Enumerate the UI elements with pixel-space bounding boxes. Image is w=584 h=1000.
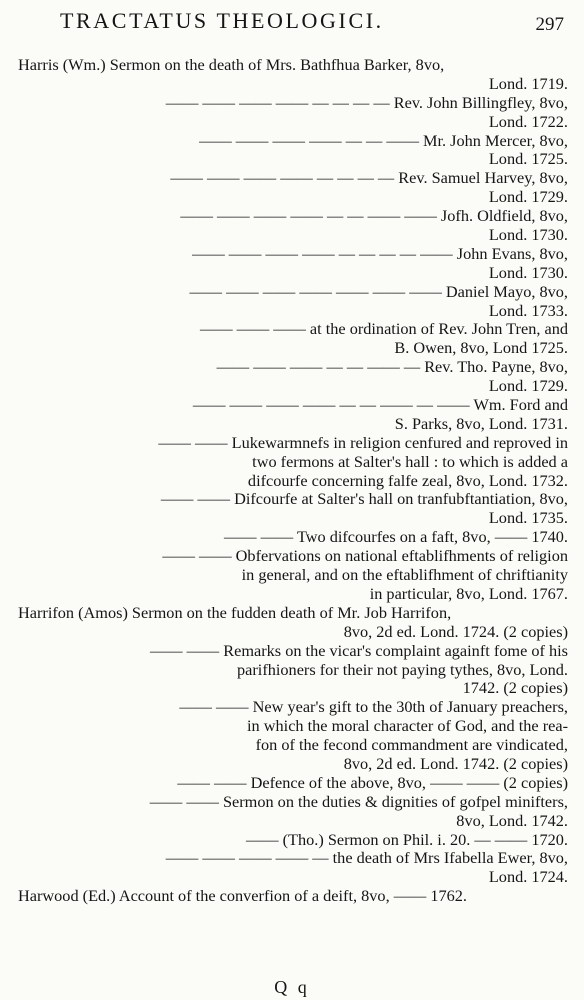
entry-line: parifhioners for their not paying tythes, 8vo, Lond. <box>237 659 568 679</box>
entry-line: —— —— Difcourfe at Salter's hall on tranfubftantiation, 8vo, <box>160 489 568 509</box>
entry-line: 8vo, 2d ed. Lond. 1724. (2 copies) <box>343 621 568 641</box>
entry-line: 8vo, Lond. 1742. <box>456 810 568 830</box>
entry-line: —— —— —— —— — — —— Mr. John Mercer, 8vo, <box>199 130 568 150</box>
entry-line: —— —— Obfervations on national eftablifhments of religion <box>162 546 568 566</box>
entry-line: —— —— New year's gift to the 30th of January preachers, <box>179 697 568 717</box>
entry-line: B. Owen, 8vo, Lond 1725. <box>394 338 568 358</box>
entry-line: —— —— —— —— — — —— — —— Wm. Ford and <box>192 395 568 415</box>
entry-line: Lond. 1733. <box>488 300 568 320</box>
entry-line: Lond. 1730. <box>488 262 568 282</box>
entry-line: two fermons at Salter's hall : to which is added a <box>252 451 568 471</box>
entry-line: in general, and on the eftablifhment of chriftianity <box>241 565 568 585</box>
entry-line: in which the moral character of God, and the rea- <box>247 716 568 736</box>
entry-line: Lond. 1724. <box>488 867 568 887</box>
entry-line: Lond. 1730. <box>488 225 568 245</box>
entry-line: Lond. 1735. <box>488 508 568 528</box>
page-number: 297 <box>535 14 564 35</box>
entry-line: difcourfe concerning falfe zeal, 8vo, Lond. 1732. <box>247 470 568 490</box>
entry-line: —— —— Remarks on the vicar's complaint againft fome of his <box>149 640 568 660</box>
entry-line: Lond. 1729. <box>488 376 568 396</box>
entry-line: —— —— Sermon on the duties & dignities of gofpel minifters, <box>149 791 568 811</box>
entry-line: Lond. 1719. <box>488 73 568 93</box>
entry-line: in particular, 8vo, Lond. 1767. <box>369 583 568 603</box>
entry-line: —— —— —— —— — the death of Mrs Ifabella Ewer, 8vo, <box>165 848 568 868</box>
entry-line: 8vo, 2d ed. Lond. 1742. (2 copies) <box>343 753 568 773</box>
entry-line: S. Parks, 8vo, Lond. 1731. <box>394 413 568 433</box>
entry-line: —— —— Lukewarmnefs in religion cenfured and reproved in <box>158 432 568 452</box>
signature-mark: Q q <box>274 977 310 997</box>
entry-line: —— —— Two difcourfes on a faft, 8vo, —— 1740. <box>223 527 568 547</box>
entry-line: —— (Tho.) Sermon on Phil. i. 20. — —— 1720. <box>246 829 568 849</box>
entry-line: —— —— —— — — —— — Rev. Tho. Payne, 8vo, <box>216 357 568 377</box>
entry-line: 1742. (2 copies) <box>462 678 568 698</box>
catalogue-entries <box>18 56 568 906</box>
entry-line: —— —— Defence of the above, 8vo, —— —— (2 copies) <box>177 772 568 792</box>
entry-line: Harwood (Ed.) Account of the converfion of a deift, 8vo, —— 1762. <box>18 886 467 906</box>
running-title: TRACTATUS THEOLOGICI. <box>60 8 384 33</box>
page-header <box>18 4 568 38</box>
entry-line: —— —— —— —— — — —— —— Jofh. Oldfield, 8vo, <box>180 206 568 226</box>
entry-line: —— —— —— —— — — — — Rev. John Billingfley, 8vo, <box>165 92 568 112</box>
entry-line: fon of the fecond commandment are vindicated, <box>255 735 568 755</box>
entry-line: —— —— —— —— — — — — Rev. Samuel Harvey, 8vo, <box>170 168 568 188</box>
entry-line: Harrifon (Amos) Sermon on the fudden death of Mr. Job Harrifon, <box>18 602 452 622</box>
entry-line: Lond. 1722. <box>488 111 568 131</box>
entry-line: Harris (Wm.) Sermon on the death of Mrs. Bathfhua Barker, 8vo, <box>18 55 445 74</box>
entry-line: —— —— —— —— —— —— —— Daniel Mayo, 8vo, <box>189 281 568 301</box>
entry-line: —— —— —— at the ordination of Rev. John Tren, and <box>200 319 568 339</box>
entry-line: Lond. 1729. <box>488 187 568 207</box>
entry-line: Lond. 1725. <box>488 149 568 169</box>
entry-line: —— —— —— —— — — — — —— John Evans, 8vo, <box>192 243 568 263</box>
